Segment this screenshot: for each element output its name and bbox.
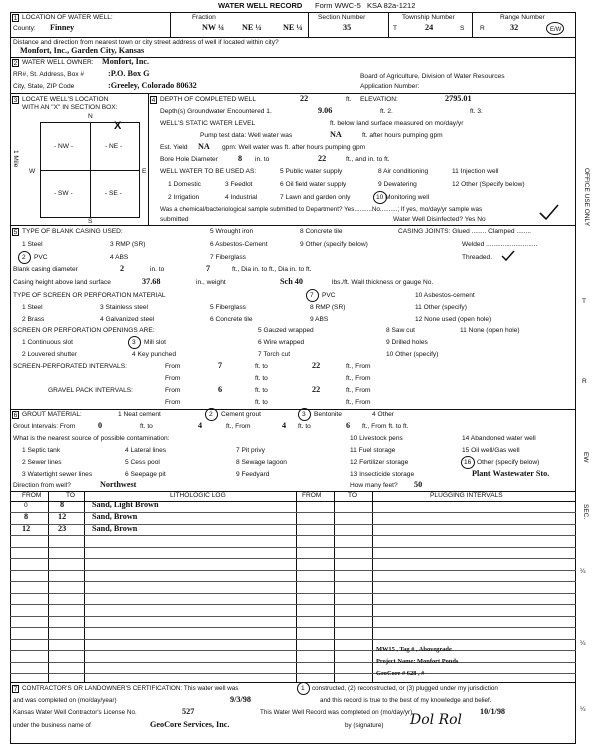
pump-tail: ft. after hours pumping gpm — [362, 132, 443, 139]
locator-north: N — [88, 113, 93, 120]
address-label: RR#, St. Address, Box # — [13, 71, 85, 78]
distance-label: Distance and direction from nearest town or city street address of well if located within city? — [13, 39, 279, 46]
gravel-to-label-2: ft. to — [255, 399, 268, 406]
static-tail: ft. below land surface measured on mo/day/yr — [330, 120, 464, 127]
check-mark-icon — [538, 203, 560, 221]
screen-11: 11 Other (specify) — [415, 304, 467, 311]
log-row-2-to: 12 — [58, 512, 67, 521]
ew-circle — [546, 22, 564, 35]
log-row-1-to: 8 — [60, 500, 65, 509]
log-header-from-2: FROM — [302, 492, 322, 499]
gravel-ft-2: ft., From — [346, 399, 371, 406]
pump-label: Pump test data: Well water was — [200, 132, 293, 139]
range-r: R — [480, 25, 485, 32]
section-number-value: 35 — [343, 23, 352, 32]
casing-2-circle — [18, 251, 31, 264]
direction-value: Northwest — [100, 480, 137, 489]
log-row-line — [10, 673, 576, 674]
opening-6: 6 Wire wrapped — [258, 339, 305, 346]
welded: Welded ............................ — [462, 241, 538, 248]
use-6: 6 Oil field water supply — [280, 181, 347, 188]
screen-9: 9 ABS — [310, 316, 329, 323]
log-row-3-desc: Sand, Brown — [92, 524, 138, 533]
how-many-feet-value: 50 — [414, 480, 423, 489]
src-8: 8 Sewage lagoon — [236, 459, 287, 466]
gravel-ft: ft., From — [346, 387, 371, 394]
use-10: 10 Monitoring well — [376, 194, 430, 201]
side-sec: SEC. — [582, 504, 589, 520]
log-header-from: FROM — [22, 492, 42, 499]
diameter-value: 2 — [120, 264, 125, 273]
use-1: 1 Domestic — [168, 181, 201, 188]
chem-question: Was a chemical/bacteriological sample submitted to Department? Yes..........No..........; If yes, mo/day/yr sample was — [160, 206, 483, 213]
elevation-value: 2795.01 — [445, 94, 472, 103]
quadrant-se: - SE - — [105, 190, 122, 197]
src-5: 5 Cess pool — [125, 459, 160, 466]
src-10: 10 Livestock pens — [350, 435, 403, 442]
range-value: 32 — [510, 23, 519, 32]
log-row-line — [10, 570, 576, 571]
township-t: T — [393, 25, 398, 32]
county-value: Finney — [50, 23, 75, 32]
cert-line-2b: and this record is true to the best of my knowledge and belief. — [320, 697, 492, 704]
log-row-2-from: 8 — [24, 512, 29, 521]
grout-to-2: 6 — [346, 421, 351, 430]
src-4: 4 Lateral lines — [125, 447, 167, 454]
src-6: 6 Seepage pit — [125, 471, 166, 478]
src-16-number: 16 — [464, 459, 472, 466]
side-t: T — [582, 298, 587, 305]
gravel-to-value: 22 — [312, 385, 321, 394]
opening-8: 8 Saw cut — [386, 327, 415, 334]
use-2: 2 Irrigation — [168, 194, 200, 201]
screen-7: PVC — [322, 292, 336, 299]
grout-2-circle — [205, 408, 218, 421]
gravel-to-label: ft. to — [255, 387, 268, 394]
log-row-line — [10, 547, 576, 548]
address-value: :P.O. Box G — [108, 69, 150, 78]
opening-3-circle — [128, 336, 141, 349]
screen-material-label: TYPE OF SCREEN OR PERFORATION MATERIAL — [13, 292, 166, 299]
grout-2-number: 2 — [209, 411, 213, 418]
src-9: 9 Feedyard — [236, 471, 270, 478]
src-7: 7 Pit privy — [236, 447, 265, 454]
other-source-value: Plant Wastewater Sto. — [472, 469, 550, 478]
screen-3: 3 Stainless steel — [100, 304, 149, 311]
signature-label: by (signature) — [345, 722, 384, 729]
screen-from-label: From — [165, 363, 181, 370]
bore-tail: ft., and in. to ft. — [346, 156, 390, 163]
application-number-label: Application Number: — [360, 83, 420, 90]
note-project: Project Name: Monfort Ponds — [376, 658, 459, 665]
range-ew: E/W — [550, 27, 562, 33]
groundwater-value: 9.06 — [318, 106, 333, 115]
signature: Dol Rol — [410, 712, 463, 728]
casing-6: 6 Asbestos-Cement — [210, 241, 268, 248]
cert-line-1b: constructed, (2) reconstructed, or (3) plugged under my jurisdiction — [312, 685, 498, 692]
src-16: Other (specify below) — [477, 459, 540, 466]
locator-south: S — [88, 218, 93, 225]
depth-label: DEPTH OF COMPLETED WELL — [160, 96, 256, 103]
screen-4: 4 Galvanized steel — [100, 316, 155, 323]
src-1: 1 Septic tank — [22, 447, 61, 454]
section-1-number: 1 — [13, 15, 18, 22]
opening-1: 1 Continuous slot — [22, 339, 73, 346]
county-label: County: — [13, 25, 36, 32]
log-row-line — [10, 662, 576, 663]
cert-line-1a: CONTRACTOR'S OR LANDOWNER'S CERTIFICATION: This water well was — [22, 685, 239, 692]
grout-1: 1 Neat cement — [118, 411, 161, 418]
contamination-label: What is the nearest source of possible contamination: — [13, 435, 170, 442]
range-label: Range Number — [500, 14, 545, 21]
use-11: 11 Injection well — [452, 168, 499, 175]
use-8: 8 Air conditioning — [378, 168, 429, 175]
groundwater-3: ft. 3. — [470, 108, 483, 115]
note-geocore: GeoCore # 628 , # — [376, 670, 425, 677]
grout-from-2: 4 — [282, 421, 287, 430]
screen-1: 1 Steel — [22, 304, 43, 311]
log-header-to: TO — [66, 492, 76, 499]
grout-4: 4 Other — [372, 411, 394, 418]
form-title: WATER WELL RECORD — [218, 1, 303, 10]
casing-3: 3 RMP (SR) — [110, 241, 146, 248]
section-4-number: 4 — [151, 97, 156, 104]
gravel-label: GRAVEL PACK INTERVALS: — [48, 387, 134, 394]
threaded: Threaded. — [462, 254, 493, 261]
bore-depth: 22 — [318, 154, 327, 163]
locator-east: E — [142, 168, 147, 175]
src-15: 15 Oil well/Gas well — [462, 447, 520, 454]
fraction-ne-1: NE ¼ — [242, 23, 262, 32]
bore-label: Bore Hole Diameter — [160, 156, 218, 163]
gravel-from-label: From — [165, 387, 181, 394]
use-label: WELL WATER TO BE USED AS: — [160, 168, 257, 175]
use-9: 9 Dewatering — [378, 181, 417, 188]
src-12: 12 Fertilizer storage — [350, 459, 409, 466]
log-row-line — [10, 558, 576, 559]
grout-intervals-label: Grout Intervals: From — [13, 423, 76, 430]
grout-to-label-2: ft. to — [298, 423, 311, 430]
cert-construct-circle — [297, 682, 310, 695]
log-row-line — [10, 639, 576, 640]
diameter-to: in. to — [150, 266, 165, 273]
openings-label: SCREEN OR PERFORATION OPENINGS ARE: — [13, 327, 155, 334]
screen-12: 12 None used (open hole) — [415, 316, 492, 323]
grout-ft-from: ft., From — [226, 423, 251, 430]
gravel-from-value: 6 — [218, 385, 223, 394]
bore-value: 8 — [238, 154, 243, 163]
weight-value: Sch 40 — [280, 277, 303, 286]
record-date: 10/1/98 — [480, 707, 506, 716]
how-many-feet-label: How many feet? — [350, 482, 398, 489]
height-mid: in., weight — [196, 279, 226, 286]
business-name: GeoCore Services, Inc. — [150, 720, 230, 729]
log-row-line — [10, 650, 576, 651]
height-value: 37.68 — [142, 277, 161, 286]
section-number-label: Section Number — [318, 14, 366, 21]
opening-5: 5 Gauzed wrapped — [258, 327, 314, 334]
screen-8: 8 RMP (SR) — [310, 304, 346, 311]
casing-4: 4 ABS — [110, 254, 129, 261]
section-5-number: 5 — [13, 229, 18, 236]
casing-7: 7 Fiberglass — [210, 254, 246, 261]
city-value: :Greeley, Colorado 80632 — [108, 81, 197, 90]
diameter-tail: ft., Dia in. to ft., Dia in. to ft. — [232, 266, 312, 273]
screen-from-label-2: From — [165, 375, 181, 382]
log-header-to-2: TO — [348, 492, 358, 499]
direction-label: Direction from well? — [13, 482, 71, 489]
opening-7: 7 Torch cut — [258, 351, 291, 358]
yield-label: Est. Yield — [160, 144, 188, 151]
opening-3: Mill slot — [144, 339, 166, 346]
side-r: R — [582, 378, 587, 385]
screen-ft-2: ft., From — [346, 375, 371, 382]
src-14: 14 Abandoned water well — [462, 435, 536, 442]
casing-joints: CASING JOINTS: Glued ........ Clamped ........ — [398, 228, 532, 235]
log-header-lithologic: LITHOLOGIC LOG — [170, 492, 226, 499]
elevation-label: ELEVATION: — [360, 96, 398, 103]
opening-11: 11 None (open hole) — [460, 327, 520, 334]
location-label: LOCATION OF WATER WELL: — [22, 14, 113, 21]
bore-mid: in. to — [255, 156, 270, 163]
casing-label: TYPE OF BLANK CASING USED: — [22, 228, 123, 235]
log-row-1-from: 0 — [24, 502, 28, 509]
screen-ft: ft., From — [346, 363, 371, 370]
fraction-ne-2: NE ¼ — [283, 23, 303, 32]
section-6-number: 6 — [13, 412, 18, 419]
src-3: 3 Watertight sewer lines — [22, 471, 93, 478]
src-16-circle — [461, 456, 475, 469]
yield-tail: gpm: Well water was ft. after hours pumping gpm — [222, 144, 366, 151]
cert-line-3a: Kansas Water Well Contractor's License No. — [13, 709, 137, 716]
log-row-line — [10, 616, 576, 617]
screen-to-value: 22 — [312, 361, 321, 370]
depth-value: 22 — [300, 94, 309, 103]
location-x-mark: X — [114, 120, 122, 132]
opening-10: 10 Other (specify) — [386, 351, 439, 358]
casing-8: 8 Concrete tile — [300, 228, 343, 235]
owner-label: WATER WELL OWNER: — [22, 59, 94, 66]
cert-line-2a: and was completed on (mo/day/year) — [13, 697, 117, 704]
completion-date: 9/3/98 — [230, 695, 251, 704]
mile-label: 1 Mile — [12, 150, 19, 168]
log-header-plugging: PLUGGING INTERVALS — [430, 492, 503, 499]
use-4: 4 Industrial — [225, 194, 258, 201]
log-row-3-from: 12 — [22, 524, 31, 533]
section-7-number: 7 — [13, 686, 18, 693]
diameter-label: Blank casing diameter — [13, 266, 78, 273]
screen-7-circle — [306, 289, 319, 302]
township-s: S — [460, 25, 465, 32]
township-label: Township Number — [402, 14, 455, 21]
groundwater-label: Depth(s) Groundwater Encountered 1. — [160, 108, 272, 115]
grout-3: Bentonite — [314, 411, 342, 418]
opening-9: 9 Drilled holes — [386, 339, 428, 346]
city-label: City, State, ZIP Code — [13, 83, 75, 90]
disinfected: Water Well Disinfected? Yes No — [393, 216, 486, 223]
distance-value: Monfort, Inc., Garden City, Kansas — [20, 46, 145, 55]
use-12: 12 Other (Specify below) — [452, 181, 525, 188]
screen-from-value: 7 — [218, 361, 223, 370]
use-3: 3 Feedlot — [225, 181, 253, 188]
form-number: Form WWC-5 — [315, 1, 361, 10]
chem-submitted: submitted — [160, 216, 189, 223]
screen-to-label: ft. to — [255, 363, 268, 370]
locate-label-2: WITH AN "X" IN SECTION BOX: — [22, 104, 118, 111]
log-row-line — [10, 604, 576, 605]
grout-to-1: 4 — [198, 421, 203, 430]
board-text: Board of Agriculture, Division of Water Resources — [360, 73, 505, 80]
log-row-3-to: 23 — [58, 524, 67, 533]
use-7: 7 Lawn and garden only — [280, 194, 351, 201]
quadrant-sw: - SW - — [54, 190, 73, 197]
log-row-line — [10, 627, 576, 628]
grout-2: Cement grout — [221, 411, 261, 418]
screen-6: 6 Concrete tile — [210, 316, 253, 323]
groundwater-2: ft. 2. — [380, 108, 393, 115]
ksa-number: KSA 82a-1212 — [367, 1, 416, 10]
threaded-check-icon — [500, 250, 516, 262]
log-row-1-desc: Sand, Light Brown — [92, 500, 159, 509]
side-quarter-2: ¼ — [580, 640, 586, 647]
owner-value: Monfort, Inc. — [102, 57, 150, 66]
fraction-label: Fraction — [192, 14, 216, 21]
quadrant-nw: - NW - — [54, 143, 74, 150]
cert-line-3b: This Water Well Record was completed on (mo/day/yr) — [260, 709, 413, 716]
log-row-2-desc: Sand, Brown — [92, 512, 138, 521]
casing-2-number: 2 — [22, 254, 26, 261]
casing-2: PVC — [34, 254, 48, 261]
height-label: Casing height above land surface — [13, 279, 111, 286]
side-quarter-3: ¼ — [580, 706, 586, 713]
grout-3-number: 3 — [302, 411, 306, 418]
office-use-only: OFFICE USE ONLY — [583, 168, 590, 227]
fraction-nw: NW ¼ — [202, 23, 225, 32]
casing-9: 9 Other (specify below) — [300, 241, 368, 248]
pump-value: NA — [330, 130, 342, 139]
casing-1: 1 Steel — [22, 241, 43, 248]
license-number: 527 — [182, 707, 195, 716]
township-value: 24 — [425, 23, 434, 32]
screen-5: 5 Fiberglass — [210, 304, 246, 311]
side-quarter-1: ¼ — [580, 568, 586, 575]
depth-ft: ft. — [346, 96, 352, 103]
diameter-depth: 7 — [206, 264, 211, 273]
cert-line-4a: under the business name of — [13, 722, 91, 729]
yield-value: NA — [198, 142, 210, 151]
static-label: WELL'S STATIC WATER LEVEL — [160, 120, 256, 127]
note-tag: MW15 , Tag # , Abovegrade — [376, 646, 452, 653]
screen-2: 2 Brass — [22, 316, 45, 323]
locator-west: W — [29, 168, 36, 175]
log-row-line — [10, 535, 576, 536]
log-row-line — [10, 581, 576, 582]
gravel-from-label-2: From — [165, 399, 181, 406]
casing-5: 5 Wrought iron — [210, 228, 254, 235]
cert-construct-number: 1 — [301, 685, 305, 692]
grout-tail: ft., From ft. to ft. — [362, 423, 409, 430]
section-3-number: 3 — [13, 97, 18, 104]
locate-label-1: LOCATE WELL'S LOCATION — [22, 96, 109, 103]
use-10-circle — [373, 191, 387, 204]
grout-label: GROUT MATERIAL: — [22, 411, 82, 418]
quadrant-ne: - NE - — [105, 143, 123, 150]
src-11: 11 Fuel storage — [350, 447, 396, 454]
screen-7-number: 7 — [310, 292, 314, 299]
screen-intervals-label: SCREEN-PERFORATED INTERVALS: — [13, 363, 127, 370]
opening-3-number: 3 — [132, 339, 136, 346]
grout-from-1: 0 — [98, 421, 103, 430]
src-2: 2 Sewer lines — [22, 459, 62, 466]
side-ew: EW — [582, 452, 589, 463]
use-5: 5 Public water supply — [280, 168, 343, 175]
log-row-line — [10, 593, 576, 594]
opening-4: 4 Key punched — [132, 351, 176, 358]
grout-to-label: ft. to — [140, 423, 153, 430]
screen-to-label-2: ft. to — [255, 375, 268, 382]
src-13: 13 Insecticide storage — [350, 471, 415, 478]
screen-10: 10 Asbestos-cement — [415, 292, 475, 299]
grout-3-circle — [298, 408, 311, 421]
height-tail: lbs./ft. Wall thickness or gauge No. — [332, 279, 434, 286]
section-2-number: 2 — [13, 60, 18, 67]
opening-2: 2 Louvered shutter — [22, 351, 77, 358]
